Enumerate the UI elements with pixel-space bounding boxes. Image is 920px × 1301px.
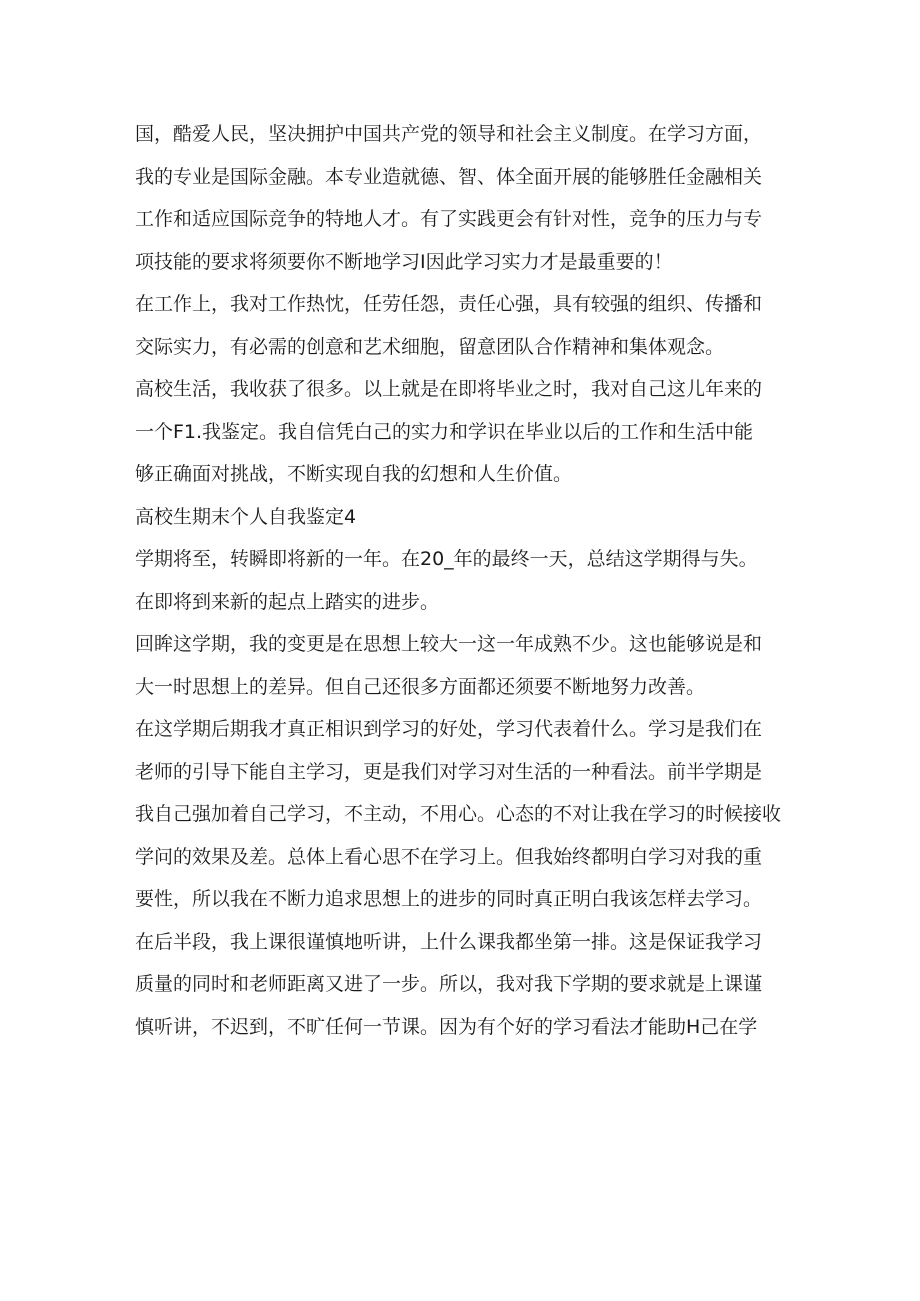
- text-line: 学问的效果及差。总体上看心思不在学习上。但我始终都明白学习对我的重: [135, 845, 763, 868]
- text-line: 在即将到来新的起点上踏实的进步。: [135, 590, 440, 613]
- text-line: 在工作上，我对工作热忱，任劳任怨，责任心强，具有较强的组织、传播和: [135, 293, 763, 315]
- text-line: 回眸这学期，我的变更是在思想上较大一这一年成熟不少。这也能够说是和: [135, 633, 763, 655]
- text-line: 大一时思想上的差异。但自己还很多方面都还须要不断地努力改善。: [135, 675, 706, 698]
- text-line: 工作和适应国际竞争的特地人才。有了实践更会有针对性，竞争的压力与专: [135, 208, 763, 230]
- text-line: 在这学期后期我才真正相识到学习的好处，学习代表着什么。学习是我们在: [135, 718, 763, 740]
- text-line: 学期将至，转瞬即将新的一年。在20_年的最终一天，总结这学期得与失。: [135, 548, 758, 570]
- text-line: 交际实力，有必需的创意和艺术细胞，留意团队合作精神和集体观念。: [135, 335, 725, 358]
- text-line: 我自己强加着自己学习，不主动，不用心。心态的不对让我在学习的时候接收: [135, 803, 782, 825]
- text-line: 在后半段，我上课很谨慎地听讲，上什么课我都坐第一排。这是保证我学习: [135, 930, 763, 953]
- text-line: 高校生活，我收获了很多。以上就是在即将毕业之时，我对自己这儿年来的: [135, 378, 763, 400]
- text-line: 要性，所以我在不断力追求思想上的进步的同时真正明白我该怎样去学习。: [135, 888, 763, 910]
- text-line: 够正确面对挑战，不断实现自我的幻想和人生价值。: [135, 463, 573, 485]
- section-heading: 高校生期末个人自我鉴定4: [135, 505, 357, 528]
- document-body: [135, 113, 795, 1048]
- text-line: 质量的同时和老师距离又进了一步。所以，我对我下学期的要求就是上课谨: [135, 973, 763, 995]
- text-line: 国，酷爱人民，坚决拥护中国共产党的领导和社会主义制度。在学习方面，: [135, 123, 763, 145]
- text-line: 我的专业是国际金融。本专业造就德、智、体全面开展的能够胜任金融相关: [135, 165, 763, 188]
- text-line: 老师的引导下能自主学习，更是我们对学习对生活的一种看法。前半学期是: [135, 760, 763, 783]
- text-line: 一个F1.我鉴定。我自信凭白己的实力和学识在毕业以后的工作和生活中能: [135, 420, 754, 443]
- text-line: 慎听讲，不迟到，不旷任何一节课。因为有个好的学习看法才能助H己在学: [135, 1015, 758, 1038]
- text-line: 项技能的要求将须要你不断地学习I因此学习实力才是最重要的！: [135, 250, 673, 273]
